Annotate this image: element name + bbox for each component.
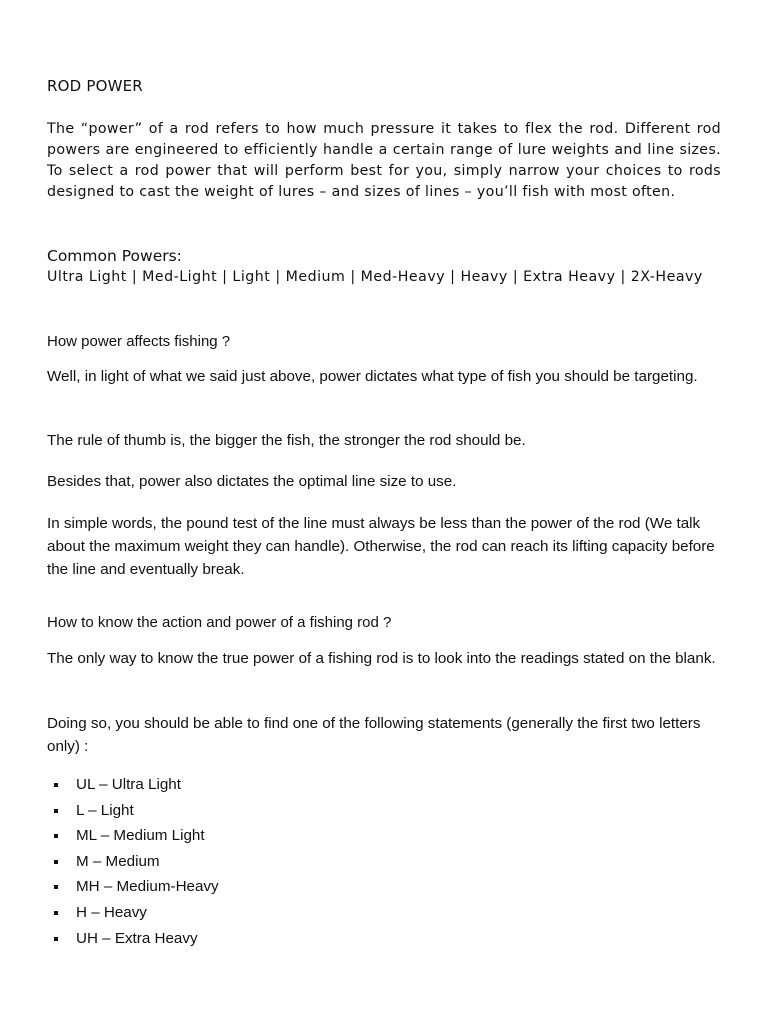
paragraph: The only way to know the true power of a fishing rod is to look into the readings stated on the blank. [47, 650, 716, 667]
rod-power-codes-list [47, 774, 219, 953]
list-item-text: M – Medium [76, 852, 160, 870]
list-item [47, 825, 219, 851]
list-item [47, 800, 219, 826]
paragraph: Doing so, you should be able to find one of the following statements (generally the first two letters only) : [47, 715, 701, 755]
bullet-icon [54, 911, 58, 915]
list-item [47, 876, 219, 902]
section-heading-power-affects: How power affects fishing ? [47, 333, 231, 350]
list-item-text: UH – Extra Heavy [76, 929, 198, 947]
list-item [47, 902, 219, 928]
list-item-text: H – Heavy [76, 903, 147, 921]
list-item [47, 928, 219, 954]
list-item [47, 774, 219, 800]
bullet-icon [54, 885, 58, 889]
paragraph: Besides that, power also dictates the optimal line size to use. [47, 473, 457, 490]
bullet-icon [54, 937, 58, 941]
bullet-icon [54, 809, 58, 813]
paragraph: The rule of thumb is, the bigger the fish, the stronger the rod should be. [47, 432, 526, 449]
list-item-text: MH – Medium-Heavy [76, 878, 219, 896]
section-heading-know-action-power: How to know the action and power of a fishing rod ? [47, 614, 392, 631]
bullet-icon [54, 834, 58, 838]
paragraph: Well, in light of what we said just above, power dictates what type of fish you should be targeting. [47, 368, 698, 385]
list-item-text: UL – Ultra Light [76, 776, 181, 793]
document-title: ROD POWER [47, 77, 143, 95]
paragraph: In simple words, the pound test of the line must always be less than the power of the rod (We talk about the maximum weight they can handle). Otherwise, the rod can reach its lifting capacity before the line and eventually break. [47, 515, 715, 578]
list-item-text: L – Light [76, 801, 134, 819]
bullet-icon [54, 783, 58, 787]
intro-paragraph: The “power” of a rod refers to how much pressure it takes to flex the rod. Different rod powers are engineered to efficiently handle a certain range of lure weights and line sizes. To select a rod power that will perform best for you, simply narrow your choices to rods designed to cast the weight of lures – and sizes of lines – you’ll fish with most often. [47, 121, 721, 200]
common-powers-heading: Common Powers: [47, 247, 182, 265]
common-powers-list: Ultra Light | Med-Light | Light | Medium | Med-Heavy | Heavy | Extra Heavy | 2X-Heavy [47, 269, 703, 285]
bullet-icon [54, 860, 58, 864]
list-item-text: ML – Medium Light [76, 827, 205, 845]
list-item [47, 851, 219, 877]
